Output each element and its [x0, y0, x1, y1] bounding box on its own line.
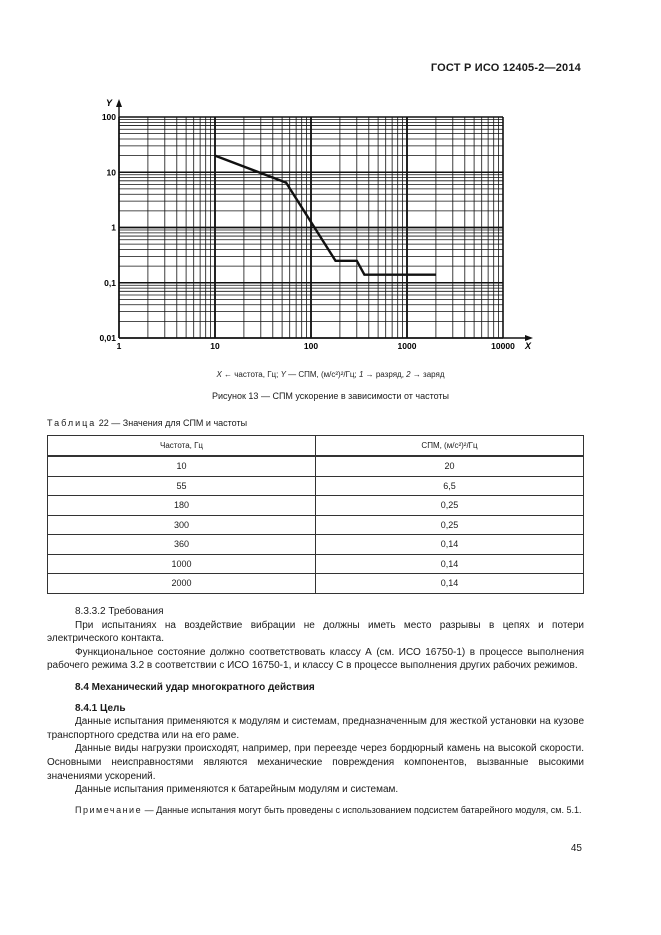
x-axis-label: X [525, 341, 532, 351]
x-tick-label: 100 [303, 341, 319, 351]
table-body [48, 456, 584, 593]
note-text: — Данные испытания могут быть проведены с использованием подсистем батарейного модуля, см. 5.1. [142, 804, 582, 815]
section-841-p2: Данные виды нагрузки происходят, например, при переезде через бордюрный камень на высокой скорости. Основными неисправностями являются механические повреждения компонентов, вызванные высокими значениями ускорений. [47, 743, 584, 782]
legend-n2-desc: → заряд [410, 370, 445, 379]
x-tick-label: 10000 [491, 341, 515, 351]
section-8332-p1: При испытаниях на воздействие вибрации не должны иметь место разрывы в цепях и потери электрического контакта. [47, 619, 584, 645]
y-tick-label: 1 [111, 222, 116, 233]
table-row [48, 535, 584, 555]
cell-frequency: 300 [48, 515, 316, 535]
y-tick-label: 100 [101, 112, 116, 122]
y-tick-label: 0,01 [99, 333, 116, 343]
y-tick-label: 10 [106, 167, 116, 178]
y-axis-label: Y [106, 98, 113, 108]
cell-psd: 0,14 [316, 554, 584, 574]
note [47, 804, 584, 817]
page-number: 45 [570, 843, 582, 854]
cell-psd: 0,25 [316, 515, 584, 535]
table-row [48, 496, 584, 516]
legend-y-symbol: Y [280, 370, 286, 379]
cell-frequency: 180 [48, 496, 316, 516]
figure-caption: Рисунок 13 — СПМ ускорение в зависимости от частоты [211, 391, 449, 401]
y-tick-label: 0,1 [104, 277, 116, 288]
table-row [48, 456, 584, 476]
cell-psd: 20 [316, 456, 584, 476]
table-row [48, 476, 584, 496]
legend-n1-desc: → разряд, [363, 370, 407, 379]
x-tick-label: 10 [210, 341, 220, 351]
psd-table [47, 435, 584, 594]
table-row [48, 554, 584, 574]
section-841-p1: Данные испытания применяются к модулям и системам, предназначенным для жесткой установки на кузове транспортного средства или на его раме. [47, 716, 584, 741]
table-title-prefix: Таблица [47, 418, 97, 428]
section-8332-title: 8.3.3.2 Требования [75, 606, 164, 617]
table-header-psd: СПМ, (м/с²)²/Гц [316, 436, 584, 457]
chart-tick-labels [99, 98, 532, 351]
cell-psd: 0,14 [316, 574, 584, 594]
cell-frequency: 2000 [48, 574, 316, 594]
table-row [48, 515, 584, 535]
chart-legend [0, 370, 661, 379]
cell-psd: 6,5 [316, 476, 584, 496]
standard-code: ГОСТ Р ИСО 12405-2—2014 [430, 62, 581, 74]
section-84-title: 8.4 Механический удар многократного действия [75, 681, 315, 693]
x-tick-label: 1000 [397, 341, 417, 351]
legend-y-desc: — СПМ, (м/с²)²/Гц; [285, 370, 359, 379]
table-title [47, 418, 247, 428]
cell-frequency: 55 [48, 476, 316, 496]
legend-x-symbol: X [216, 370, 222, 379]
body-text [47, 605, 584, 816]
legend-n1: 1 [358, 370, 364, 379]
y-axis-arrow [116, 99, 122, 107]
table-title-rest: 22 — Значения для СПМ и частоты [96, 418, 248, 428]
legend-n2: 2 [406, 370, 411, 379]
table-row [48, 574, 584, 594]
section-841-title: 8.4.1 Цель [75, 702, 126, 714]
section-841-p3: Данные испытания применяются к батарейным модулям и системам. [75, 784, 399, 796]
legend-x-desc: ← частота, Гц; [221, 370, 281, 379]
cell-psd: 0,14 [316, 535, 584, 555]
cell-psd: 0,25 [316, 496, 584, 516]
psd-chart [0, 0, 661, 360]
x-tick-label: 1 [116, 341, 122, 351]
section-8332-p2: Функциональное состояние должно соответствовать классу А (см. ИСО 16750-1) в процессе выполнения рабочего режима 3.2 в соответствии с ИСО 16750-1, и классу С в процессе выполнения других рабочих режимов. [47, 646, 584, 672]
cell-frequency: 10 [48, 456, 316, 476]
table-header-frequency: Частота, Гц [48, 436, 316, 457]
note-label: Примечание [75, 804, 143, 815]
cell-frequency: 1000 [48, 554, 316, 574]
cell-frequency: 360 [48, 535, 316, 555]
